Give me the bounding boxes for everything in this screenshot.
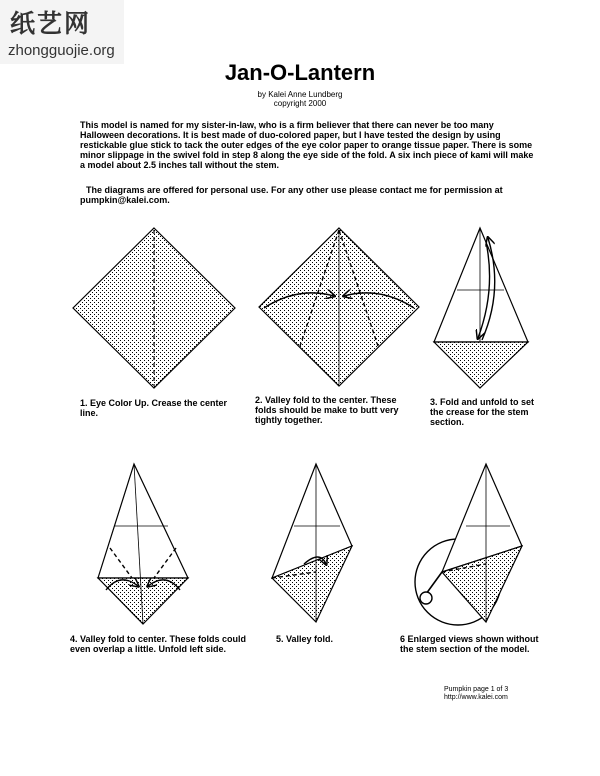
usage-paragraph: The diagrams are offered for personal use. For any other use please contact me for permission at pumpkin@kalei.com. — [80, 185, 503, 205]
author-line: by Kalei Anne Lundberg — [257, 90, 343, 99]
watermark-url: zhongguojie.org — [8, 42, 115, 59]
step1-diagram — [72, 228, 237, 390]
step2-caption: 2. Valley fold to the center. These folds should be make to butt very tightly together. — [255, 395, 399, 425]
step3-caption: 3. Fold and unfold to set the crease for the stem section. — [430, 397, 534, 427]
step3-diagram — [432, 228, 532, 390]
watermark-chinese: 纸艺网 — [10, 9, 92, 38]
step4-kite-white — [98, 464, 188, 578]
step6-caption: 6 Enlarged views shown without the stem section of the model. — [400, 634, 539, 654]
step5-caption: 5. Valley fold. — [276, 634, 334, 644]
page-title: Jan-O-Lantern — [224, 60, 376, 85]
step4-caption: 4. Valley fold to center. These folds could even overlap a little. Unfold left side. — [70, 634, 247, 654]
step3-kite-patterned — [434, 342, 528, 388]
step6-diagram — [408, 464, 538, 630]
footer-page-number: Pumpkin page 1 of 3 — [444, 686, 509, 693]
intro-paragraph: This model is named for my sister-in-law, who is a firm believer that there can never be too many Halloween decorations. It is best made of duo-colored paper, but I have tested the design by using restickable glue stick to tack the outer edges of the eye color paper to orange tissue paper. There is some minor slippage in the swivel fold in step 8 along the eye side of the fold. A six inch piece of kami will make a model about 2.5 inches tall without the stem. — [80, 120, 534, 170]
step4-diagram — [96, 464, 192, 630]
copyright-line: copyright 2000 — [273, 99, 327, 108]
step5-diagram — [270, 464, 360, 630]
step6-magnifier-lens — [420, 592, 432, 604]
footer-url: http://www.kalei.com — [444, 694, 508, 701]
step3-kite-white — [434, 228, 528, 342]
step1-caption: 1. Eye Color Up. Crease the center line. — [80, 398, 228, 418]
step2-diagram — [258, 228, 420, 388]
